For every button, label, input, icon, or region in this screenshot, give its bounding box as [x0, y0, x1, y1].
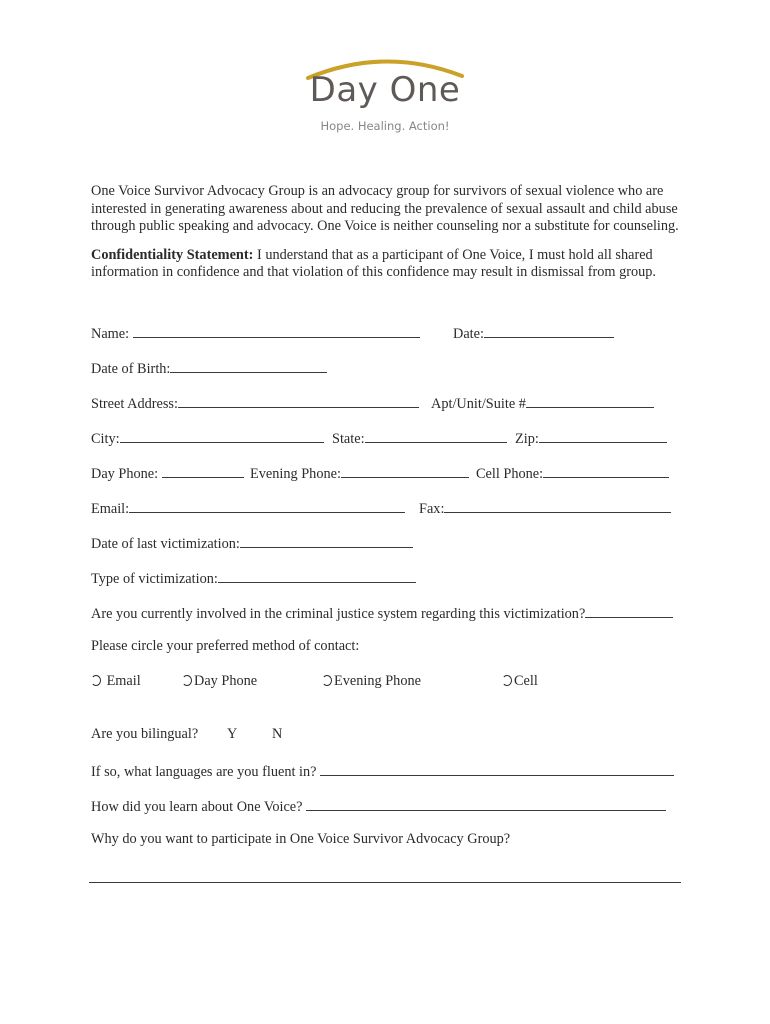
- city-field[interactable]: [120, 428, 324, 443]
- zip-label: Zip:: [515, 431, 539, 447]
- logo-name: Day One: [309, 70, 461, 110]
- contact-option-day-phone[interactable]: Day Phone: [182, 673, 257, 690]
- fax-label: Fax:: [419, 501, 445, 517]
- why-answer-line[interactable]: [89, 882, 681, 883]
- radio-circle-icon: [91, 675, 101, 686]
- bilingual-question: Are you bilingual?: [91, 726, 199, 742]
- dob-label: Date of Birth:: [91, 361, 171, 377]
- street-field[interactable]: [178, 393, 419, 408]
- date-label: Date:: [453, 326, 484, 342]
- radio-circle-icon: [182, 675, 192, 686]
- contact-option-cell[interactable]: Cell: [502, 673, 538, 690]
- type-victimization-label: Type of victimization:: [91, 571, 218, 587]
- intro-section: [91, 183, 691, 282]
- contact-option-evening-phone[interactable]: Evening Phone: [322, 673, 421, 690]
- email-label: Email:: [91, 501, 130, 517]
- name-field[interactable]: [133, 323, 420, 338]
- day-one-logo: [300, 48, 470, 148]
- email-field[interactable]: [129, 498, 405, 513]
- cell-phone-field[interactable]: [543, 463, 669, 478]
- evening-phone-label: Evening Phone:: [250, 466, 341, 482]
- confidentiality-heading: Confidentiality Statement:: [91, 246, 254, 263]
- date-field[interactable]: [484, 323, 614, 338]
- last-victimization-label: Date of last victimization:: [91, 536, 240, 552]
- apt-label: Apt/Unit/Suite #: [431, 396, 526, 412]
- state-field[interactable]: [365, 428, 507, 443]
- type-victimization-field[interactable]: [218, 568, 416, 583]
- learn-label: How did you learn about One Voice?: [91, 799, 303, 815]
- apt-field[interactable]: [526, 393, 654, 408]
- dob-field[interactable]: [170, 358, 327, 373]
- radio-circle-icon: [322, 675, 332, 686]
- confidentiality-paragraph: [91, 247, 691, 282]
- contact-option-email[interactable]: Email: [91, 673, 141, 690]
- bilingual-no[interactable]: N: [272, 726, 283, 742]
- street-label: Street Address:: [91, 396, 178, 412]
- languages-label: If so, what languages are you fluent in?: [91, 764, 317, 780]
- criminal-justice-label: Are you currently involved in the criminal justice system regarding this victimization?: [91, 606, 586, 622]
- learn-field[interactable]: [306, 796, 666, 811]
- contact-prompt: Please circle your preferred method of contact:: [91, 638, 360, 654]
- languages-field[interactable]: [320, 761, 674, 776]
- logo-tagline: Hope. Healing. Action!: [320, 119, 450, 133]
- radio-circle-icon: [502, 675, 512, 686]
- last-victimization-field[interactable]: [240, 533, 413, 548]
- cell-phone-label: Cell Phone:: [476, 466, 544, 482]
- day-phone-label: Day Phone:: [91, 466, 159, 482]
- name-label: Name:: [91, 326, 130, 342]
- evening-phone-field[interactable]: [341, 463, 469, 478]
- city-label: City:: [91, 431, 120, 447]
- criminal-justice-field[interactable]: [585, 603, 673, 618]
- fax-field[interactable]: [444, 498, 671, 513]
- bilingual-yes[interactable]: Y: [227, 726, 238, 742]
- confidentiality-text: I understand that as a participant of One Voice, I must hold all shared information in confidence and that violation of this confidence may result in dismissal from group.: [91, 246, 656, 281]
- intro-paragraph: One Voice Survivor Advocacy Group is an advocacy group for survivors of sexual violence who are interested in generating awareness about and reducing the prevalence of sexual assault and child abuse through public speaking and advocacy. One Voice is neither counseling nor a substitute for counseling.: [91, 183, 679, 235]
- why-label: Why do you want to participate in One Voice Survivor Advocacy Group?: [91, 831, 511, 847]
- day-phone-field[interactable]: [162, 463, 244, 478]
- state-label: State:: [332, 431, 365, 447]
- zip-field[interactable]: [539, 428, 667, 443]
